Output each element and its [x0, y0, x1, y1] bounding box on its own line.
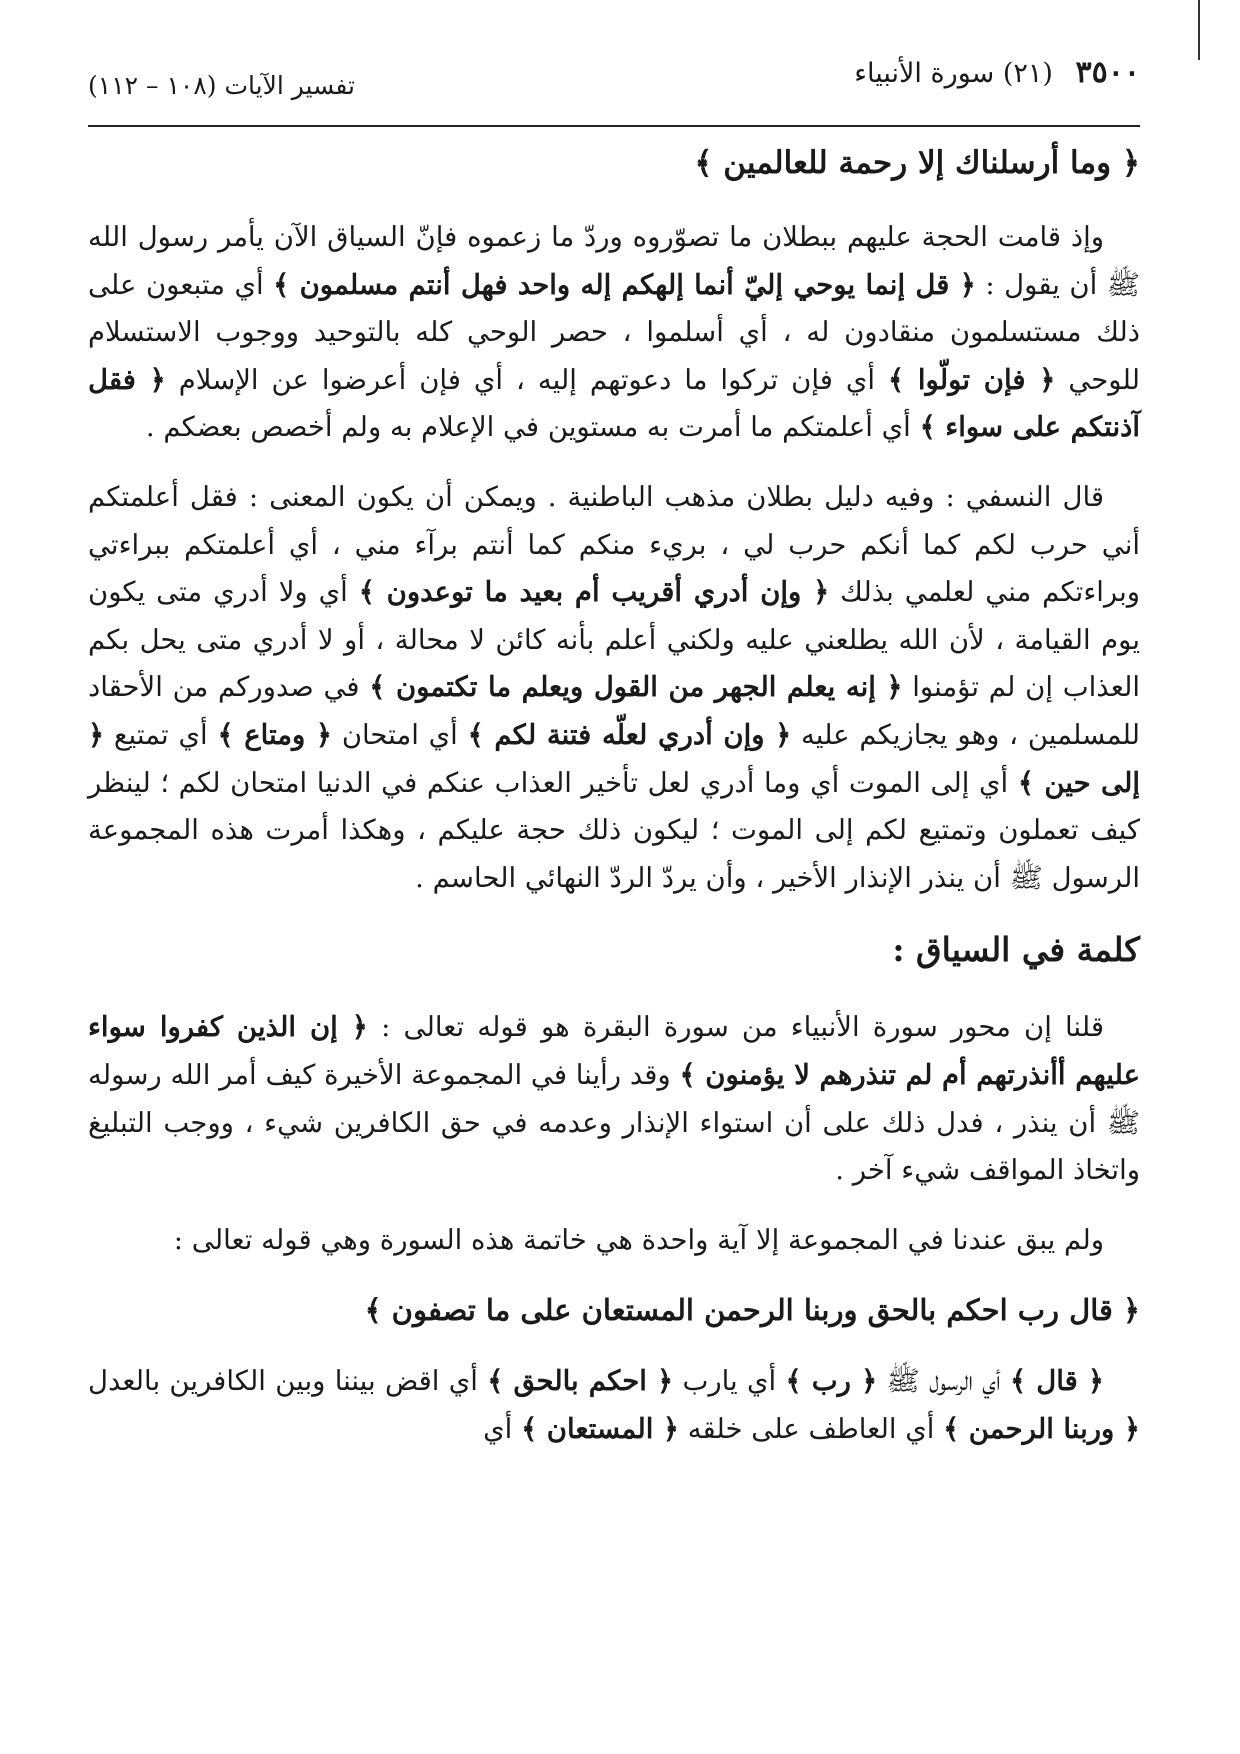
quran-quote: ﴿ إن الذين كفروا سواء عليهم أأنذرتهم أم لم تنذرهم لا يؤمنون ﴾: [88, 1011, 1141, 1091]
paragraph: [88, 1217, 1140, 1265]
quran-quote: ﴿ وإن أدري أقريب أم بعيد ما توعدون ﴾: [358, 576, 830, 609]
text-run: وقد رأينا في المجموعة الأخيرة كيف أمر الله رسوله ﷺ أن ينذر ، فدل ذلك على أن استواء الإنذار وعدمه في حق الكافرين شيء ، ووجب التبليغ واتخاذ المواقف شيء آخر .: [88, 1058, 1140, 1187]
text-run: أي متبعون على ذلك مستسلمون منقادون له ، أي أسلموا ، حصر الوحي كله بالتوحيد ووجوب الاستسلام للوحي: [88, 268, 1140, 396]
text-run: وإذ قامت الحجة عليهم ببطلان ما تصوّروه وردّ ما زعموه فإنّ السياق الآن يأمر رسول الله ﷺ أن يقول :: [88, 221, 1140, 301]
header-rule: [88, 125, 1140, 127]
page: [88, 0, 1140, 1754]
quran-quote: ﴿ إلى حين ﴾: [88, 718, 1140, 799]
text-run: أي الرسول ﷺ: [877, 1365, 1010, 1398]
verse-heading: ﴿ وما أرسلناك إلا رحمة للعالمين ﴾: [694, 145, 1140, 181]
commentary-block-3: [88, 1358, 1140, 1453]
section-range: تفسير الآيات (١٠٨ – ١١٢): [88, 71, 355, 100]
page-number: ٣٥٠٠: [1075, 55, 1140, 90]
text-run: في صدوركم من الأحقاد للمسلمين ، وهو يجازيكم عليه: [88, 671, 1140, 751]
quran-quote: ﴿ وربنا الرحمن ﴾: [943, 1412, 1140, 1445]
running-header: [88, 55, 1140, 105]
quran-quote: ﴿ إنه يعلم الجهر من القول ويعلم ما تكتمون ﴾: [369, 671, 903, 704]
paragraph: [88, 214, 1140, 452]
main-content: [88, 138, 1140, 1475]
quran-quote: ﴿ قل إنما يوحي إليّ أنما إلهكم إله واحد فهل أنتم مسلمون ﴾: [273, 268, 976, 301]
header-right: [854, 55, 1140, 90]
text-run: قلنا إن محور سورة الأنبياء من سورة البقرة هو قوله تعالى :: [367, 1011, 1104, 1044]
quran-quote: ﴿ رب ﴾: [785, 1365, 878, 1398]
quran-quote: ﴿ ومتاع ﴾: [217, 718, 333, 751]
text-run: أي تمتيع: [104, 718, 218, 751]
paragraph: [88, 1004, 1140, 1194]
commentary-block-1: [88, 214, 1140, 902]
quran-quote: ﴿ وإن أدري لعلّه فتنة لكم ﴾: [467, 718, 792, 751]
header-vertical-rule: [1198, 0, 1200, 60]
quran-quote: ﴿ احكم بالحق ﴾: [487, 1365, 674, 1398]
section-title: كلمة في السياق :: [892, 930, 1140, 970]
paragraph: [88, 1358, 1140, 1453]
quran-quote: ﴿ قال ﴾: [1009, 1365, 1104, 1398]
quran-quote: ﴿ فإن تولّوا ﴾: [887, 363, 1056, 396]
text-run: أي العاطف على خلقه: [679, 1412, 944, 1445]
text-run: أي: [483, 1412, 522, 1445]
text-run: قال النسفي : وفيه دليل بطلان مذهب الباطنية . ويمكن أن يكون المعنى : فقل أعلمتكم أني حرب لكم كما أنكم حرب لي ، بريء منكم كما أنتم برآء مني ، أي أعلمتكم ببراءتي وبراءتكم مني لعلمي بذلك: [88, 480, 1140, 609]
surah-name: (٢١) سورة الأنبياء: [854, 58, 1053, 89]
text-run: أي ولا أدري متى يكون يوم القيامة ، لأن الله يطلعني عليه ولكني أعلم بأنه كائن لا محالة ، أو لا أدري متى يحل بكم العذاب إن لم تؤمنوا: [88, 576, 1140, 704]
text-run: ولم يبق عندنا في المجموعة إلا آية واحدة هي خاتمة هذه السورة وهي قوله تعالى :: [173, 1223, 1104, 1256]
text-run: أي اقض بيننا وبين الكافرين بالعدل: [88, 1365, 488, 1398]
text-run: أي أعلمتكم ما أمرت به مستوين في الإعلام به ولم أخصص بعضكم .: [145, 411, 920, 444]
text-run: أي فإن تركوا ما دعوتهم إليه ، أي فإن أعرضوا عن الإسلام: [165, 363, 888, 396]
quran-quote: ﴿ فقل آذنتكم على سواء ﴾: [88, 363, 1140, 444]
text-run: أي يارب: [673, 1365, 786, 1398]
quran-quote: ﴿ المستعان ﴾: [521, 1412, 680, 1445]
commentary-block-2: [88, 1004, 1140, 1264]
paragraph: [88, 474, 1140, 902]
text-run: أي إلى الموت أي وما أدري لعل تأخير العذاب عنكم في الدنيا امتحان لكم ؛ لينظر كيف تعملون وتمتيع لكم إلى الموت ؛ ليكون ذلك حجة عليكم ، وهكذا أمرت هذه المجموعة الرسول ﷺ أن ينذر الإنذار الأخير ، وأن يردّ الردّ النهائي الحاسم .: [88, 766, 1140, 894]
closing-verse: ﴿ قال رب احكم بالحق وربنا الرحمن المستعان على ما تصفون ﴾: [364, 1293, 1140, 1328]
text-run: أي امتحان: [332, 718, 468, 751]
